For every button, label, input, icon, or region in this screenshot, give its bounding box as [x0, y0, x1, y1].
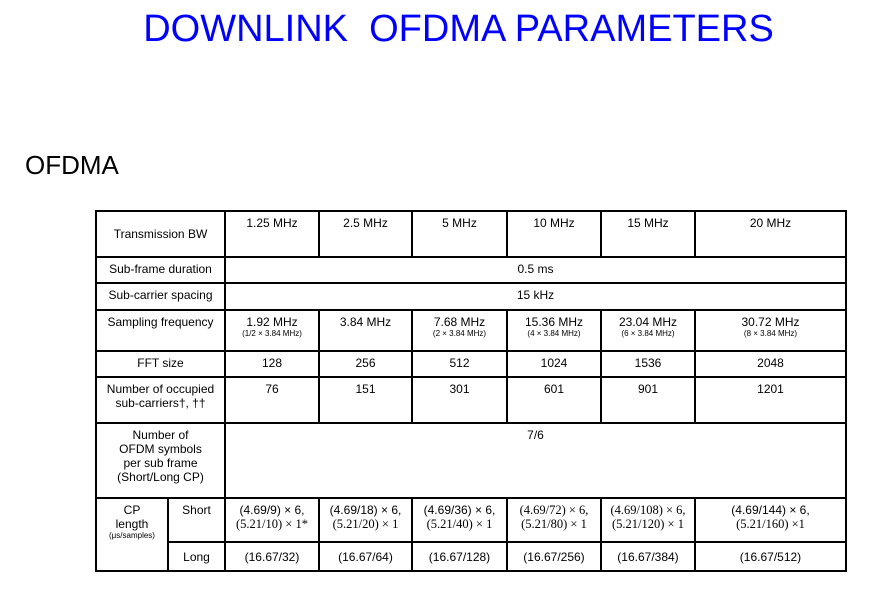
cp-line2: (5.21/80) × 1	[521, 517, 587, 531]
cp-line2: (5.21/160) ×1	[736, 517, 805, 531]
value-subframe-duration: 0.5 ms	[225, 257, 846, 283]
cell-cp-short-5	[601, 498, 695, 542]
cp-line1: (4.69/72) × 6,	[519, 503, 589, 517]
sampling-main: 7.68 MHz	[433, 315, 486, 329]
sampling-main: 23.04 MHz	[618, 315, 678, 329]
sampling-note: (8 × 3.84 MHz)	[743, 329, 798, 338]
cell-cp-short-2	[319, 498, 412, 542]
cell-cp-long-3: (16.67/128)	[412, 542, 507, 571]
header-bw-6: 20 MHz	[695, 211, 846, 257]
cell-cp-long-1: (16.67/32)	[225, 542, 319, 571]
sampling-main: 30.72 MHz	[741, 315, 800, 329]
label-fft-size: FFT size	[96, 351, 225, 377]
label-subframe-duration: Sub-frame duration	[96, 257, 225, 283]
header-bw-3: 5 MHz	[412, 211, 507, 257]
cp-line1: (4.69/36) × 6,	[423, 503, 496, 517]
cell-sampling-1	[225, 310, 319, 351]
row-transmission-bw	[96, 211, 846, 257]
cell-subcarriers-2: 151	[319, 377, 412, 423]
label-line: sub-carriers†, ††	[115, 396, 206, 410]
label-line: (Short/Long CP)	[117, 470, 204, 484]
cell-cp-long-5: (16.67/384)	[601, 542, 695, 571]
header-bw-4: 10 MHz	[507, 211, 601, 257]
cp-line1: (4.69/9) × 6,	[239, 503, 305, 517]
cell-fft-5: 1536	[601, 351, 695, 377]
cell-sampling-5	[601, 310, 695, 351]
row-subcarrier-spacing	[96, 283, 846, 310]
page-title: DOWNLINK OFDMA PARAMETERS	[143, 8, 774, 50]
cell-fft-3: 512	[412, 351, 507, 377]
sampling-main: 1.92 MHz	[246, 315, 298, 329]
cp-line2: (5.21/120) × 1	[612, 517, 684, 531]
row-subframe-duration	[96, 257, 846, 283]
label-occupied-subcarriers	[96, 377, 225, 423]
cp-line2: (5.21/20) × 1	[332, 517, 399, 531]
label-line: OFDM symbols	[119, 442, 202, 456]
label-ofdm-symbols	[96, 423, 225, 498]
ofdma-parameters-table	[95, 210, 847, 572]
cell-fft-1: 128	[225, 351, 319, 377]
label-line: Number of	[132, 428, 189, 442]
row-ofdm-symbols	[96, 423, 846, 498]
cell-sampling-3	[412, 310, 507, 351]
cell-cp-long-2: (16.67/64)	[319, 542, 412, 571]
cell-cp-short-1	[225, 498, 319, 542]
row-sampling-frequency	[96, 310, 846, 351]
sampling-note: (1/2 × 3.84 MHz)	[242, 329, 302, 338]
cp-line1: (4.69/18) × 6,	[329, 503, 402, 517]
value-ofdm-symbols: 7/6	[225, 423, 846, 498]
value-subcarrier-spacing: 15 kHz	[225, 283, 846, 310]
cell-cp-long-6: (16.67/512)	[695, 542, 846, 571]
label-cp-length	[96, 498, 168, 571]
cell-cp-short-6	[695, 498, 846, 542]
cell-cp-long-4: (16.67/256)	[507, 542, 601, 571]
cp-line2: (5.21/40) × 1	[426, 517, 493, 531]
cell-subcarriers-3: 301	[412, 377, 507, 423]
cp-line1: (4.69/108) × 6,	[610, 503, 686, 517]
cell-sampling-6	[695, 310, 846, 351]
label-line: length	[115, 517, 149, 531]
label-line: Number of occupied	[106, 382, 215, 396]
header-bw-1: 1.25 MHz	[225, 211, 319, 257]
label-cp-short: Short	[168, 498, 225, 542]
label-cp-long: Long	[168, 542, 225, 571]
cp-line1: (4.69/144) × 6,	[731, 503, 810, 517]
label-sampling-frequency: Sampling frequency	[96, 310, 225, 351]
row-cp-short	[96, 498, 846, 542]
cell-subcarriers-6: 1201	[695, 377, 846, 423]
header-bw-2: 2.5 MHz	[319, 211, 412, 257]
cell-sampling-2	[319, 310, 412, 351]
cell-cp-short-4	[507, 498, 601, 542]
row-fft-size	[96, 351, 846, 377]
cell-sampling-4	[507, 310, 601, 351]
cell-subcarriers-5: 901	[601, 377, 695, 423]
label-unit: (μs/samples)	[109, 531, 155, 540]
row-occupied-subcarriers	[96, 377, 846, 423]
sampling-note: (4 × 3.84 MHz)	[527, 329, 581, 338]
cell-fft-4: 1024	[507, 351, 601, 377]
sampling-note: (2 × 3.84 MHz)	[432, 329, 487, 338]
sampling-main: 3.84 MHz	[339, 315, 392, 329]
cell-subcarriers-1: 76	[225, 377, 319, 423]
cell-fft-2: 256	[319, 351, 412, 377]
sampling-main: 15.36 MHz	[524, 315, 584, 329]
label-subcarrier-spacing: Sub-carrier spacing	[96, 283, 225, 310]
sampling-note: (6 × 3.84 MHz)	[621, 329, 675, 338]
header-bw-5: 15 MHz	[601, 211, 695, 257]
label-line: per sub frame	[123, 456, 198, 470]
label-transmission-bw: Transmission BW	[96, 211, 225, 257]
row-cp-long	[96, 542, 846, 571]
section-heading: OFDMA	[25, 150, 119, 180]
cp-line2: (5.21/10) × 1*	[236, 517, 308, 531]
cell-cp-short-3	[412, 498, 507, 542]
cell-subcarriers-4: 601	[507, 377, 601, 423]
label-line: CP	[123, 503, 141, 517]
cell-fft-6: 2048	[695, 351, 846, 377]
